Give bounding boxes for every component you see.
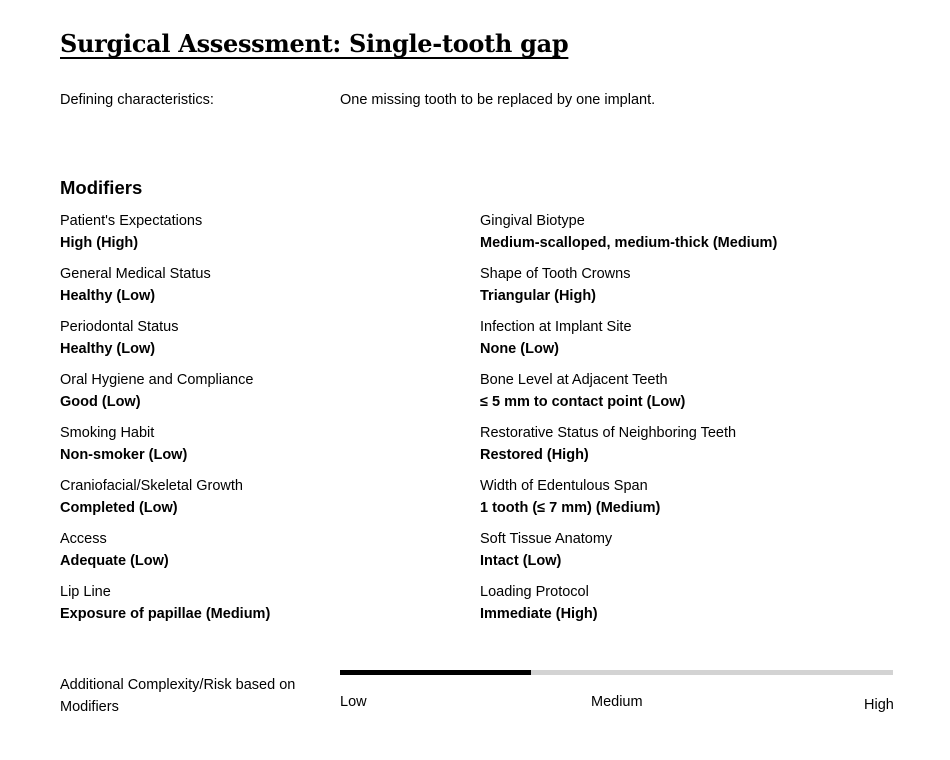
modifier-label: Infection at Implant Site	[480, 319, 632, 335]
modifier-item	[480, 317, 920, 370]
modifiers-heading: Modifiers	[60, 177, 143, 198]
modifier-label: Loading Protocol	[480, 584, 589, 600]
modifier-value: Immediate (High)	[480, 606, 598, 622]
modifier-value: Good (Low)	[60, 394, 141, 410]
modifier-value: High (High)	[60, 235, 139, 251]
modifier-label: Bone Level at Adjacent Teeth	[480, 372, 668, 388]
modifier-item	[60, 370, 480, 423]
modifier-label: General Medical Status	[60, 266, 211, 282]
modifier-item	[480, 529, 920, 582]
modifier-label: Craniofacial/Skeletal Growth	[60, 478, 243, 494]
additional-risk-label: Additional Complexity/Risk based on Modifiers	[60, 677, 296, 715]
page-title: Surgical Assessment: Single-tooth gap	[60, 29, 569, 58]
modifier-label: Access	[60, 531, 107, 547]
modifier-item	[60, 582, 480, 635]
risk-level-fill	[340, 670, 531, 675]
modifier-value: 1 tooth (≤ 7 mm) (Medium)	[480, 500, 661, 516]
modifier-value: ≤ 5 mm to contact point (Low)	[480, 394, 686, 410]
modifier-label: Oral Hygiene and Compliance	[60, 372, 254, 388]
modifier-item	[60, 211, 480, 264]
modifier-item	[60, 529, 480, 582]
modifiers-grid	[60, 211, 920, 635]
modifier-value: None (Low)	[480, 341, 559, 357]
modifier-value: Healthy (Low)	[60, 341, 156, 357]
modifier-item	[480, 476, 920, 529]
modifier-value: Triangular (High)	[480, 288, 596, 304]
modifier-item	[480, 264, 920, 317]
modifier-label: Lip Line	[60, 584, 111, 600]
modifier-item	[60, 317, 480, 370]
modifier-item	[60, 476, 480, 529]
modifier-label: Periodontal Status	[60, 319, 179, 335]
modifier-item	[60, 423, 480, 476]
modifier-value: Completed (Low)	[60, 500, 178, 516]
modifier-value: Healthy (Low)	[60, 288, 156, 304]
modifier-value: Non-smoker (Low)	[60, 447, 188, 463]
modifier-label: Smoking Habit	[60, 425, 155, 441]
modifier-label: Restorative Status of Neighboring Teeth	[480, 425, 737, 441]
risk-scale-medium: Medium	[591, 694, 643, 710]
risk-level-bar	[340, 670, 893, 675]
risk-scale-high: High	[864, 697, 894, 713]
modifier-value: Exposure of papillae (Medium)	[60, 606, 271, 622]
defining-characteristics-label: Defining characteristics:	[60, 92, 214, 108]
modifier-value: Adequate (Low)	[60, 553, 169, 569]
modifier-label: Soft Tissue Anatomy	[480, 531, 613, 547]
modifier-item	[60, 264, 480, 317]
modifier-label: Patient's Expectations	[60, 213, 203, 229]
modifier-item	[480, 211, 920, 264]
modifier-label: Width of Edentulous Span	[480, 478, 648, 494]
modifier-item	[480, 423, 920, 476]
modifier-value: Restored (High)	[480, 447, 589, 463]
defining-characteristics-value: One missing tooth to be replaced by one implant.	[340, 92, 656, 108]
modifier-label: Gingival Biotype	[480, 213, 585, 229]
modifier-item	[480, 370, 920, 423]
modifier-value: Medium-scalloped, medium-thick (Medium)	[480, 235, 778, 251]
modifier-item	[480, 582, 920, 635]
risk-scale-low: Low	[340, 694, 367, 710]
modifier-value: Intact (Low)	[480, 553, 562, 569]
modifier-label: Shape of Tooth Crowns	[480, 266, 631, 282]
